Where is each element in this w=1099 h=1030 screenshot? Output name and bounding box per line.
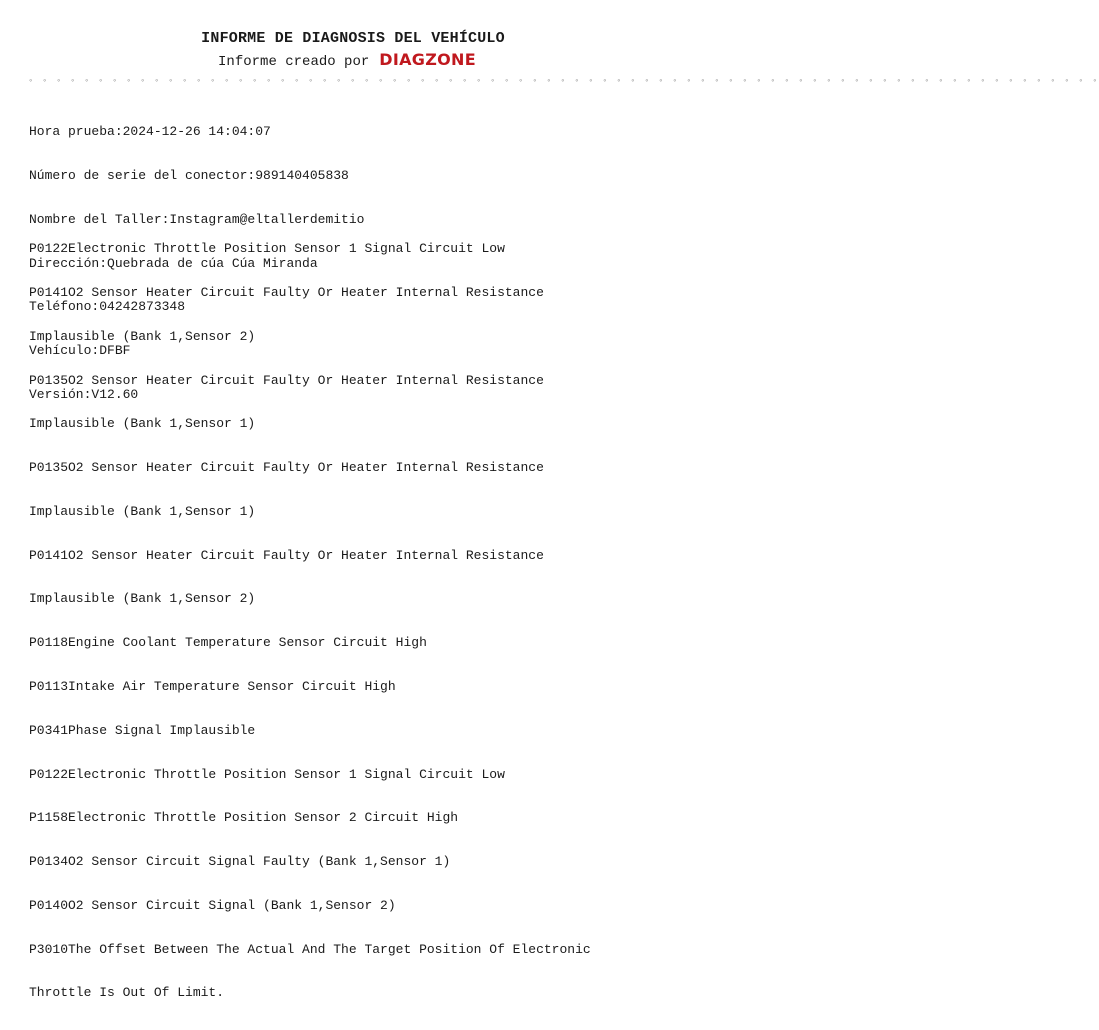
- info-version: Versión:V12.60: [29, 386, 139, 402]
- code-line: Implausible (Bank 1,Sensor 1): [29, 503, 256, 519]
- code-line: P0140O2 Sensor Circuit Signal (Bank 1,Sensor 2): [29, 897, 396, 913]
- code-line: P0135O2 Sensor Heater Circuit Faulty Or Heater Internal Resistance: [29, 372, 544, 388]
- info-vehicle: Vehículo:DFBF: [29, 343, 131, 359]
- report-title: INFORME DE DIAGNOSIS DEL VEHÍCULO: [201, 30, 505, 47]
- info-address: Dirección:Quebrada de cúa Cúa Miranda: [29, 255, 318, 271]
- brand-logo: DIAGZONE: [379, 50, 476, 69]
- info-workshop-name: Nombre del Taller:Instagram@eltallerdemitio: [29, 211, 365, 227]
- code-line: P0141O2 Sensor Heater Circuit Faulty Or Heater Internal Resistance: [29, 547, 544, 563]
- report-subtitle: [0, 50, 694, 72]
- code-line: P1158Electronic Throttle Position Sensor 2 Circuit High: [29, 810, 459, 826]
- info-test-time: Hora prueba:2024-12-26 14:04:07: [29, 124, 271, 140]
- code-line: P0141O2 Sensor Heater Circuit Faulty Or Heater Internal Resistance: [29, 284, 544, 300]
- info-phone: Teléfono:04242873348: [29, 299, 186, 315]
- code-line: P3010The Offset Between The Actual And The Target Position Of Electronic: [29, 941, 591, 957]
- trouble-codes-list: [29, 213, 591, 1030]
- code-line: Implausible (Bank 1,Sensor 2): [29, 328, 256, 344]
- code-line: P0122Electronic Throttle Position Sensor 1 Signal Circuit Low: [29, 766, 505, 782]
- code-line: P0113Intake Air Temperature Sensor Circuit High: [29, 679, 396, 694]
- code-line: P0122Electronic Throttle Position Sensor 1 Signal Circuit Low: [29, 241, 505, 257]
- subtitle-prefix: Informe creado por: [218, 54, 370, 70]
- code-line: Implausible (Bank 1,Sensor 1): [29, 416, 256, 432]
- dotted-divider: ◦ ◦ ◦ ◦ ◦ ◦ ◦ ◦ ◦ ◦ ◦ ◦ ◦ ◦ ◦ ◦ ◦ ◦ ◦ ◦ ◦ ◦ ◦ ◦ ◦ ◦ ◦ ◦ ◦ ◦ ◦ ◦ ◦ ◦ ◦ ◦ ◦ ◦ ◦ ◦ ◦ ◦ ◦ ◦ ◦ ◦ ◦ ◦ ◦ ◦ ◦ ◦ ◦ ◦ ◦ ◦ ◦ ◦ ◦ ◦ ◦ ◦ ◦ ◦ ◦ ◦ ◦ ◦ ◦ ◦ ◦ ◦ ◦ ◦ ◦ ◦ ◦: [28, 76, 1099, 86]
- code-line: P0341Phase Signal Implausible: [29, 722, 256, 738]
- code-line: Throttle Is Out Of Limit.: [29, 985, 225, 1001]
- code-line: P0118Engine Coolant Temperature Sensor Circuit High: [29, 635, 427, 651]
- code-line: P0134O2 Sensor Circuit Signal Faulty (Bank 1,Sensor 1): [29, 854, 451, 870]
- info-connector-serial: Número de serie del conector:989140405838: [29, 167, 349, 183]
- code-line: Implausible (Bank 1,Sensor 2): [29, 591, 256, 607]
- code-line: P0135O2 Sensor Heater Circuit Faulty Or Heater Internal Resistance: [29, 460, 544, 476]
